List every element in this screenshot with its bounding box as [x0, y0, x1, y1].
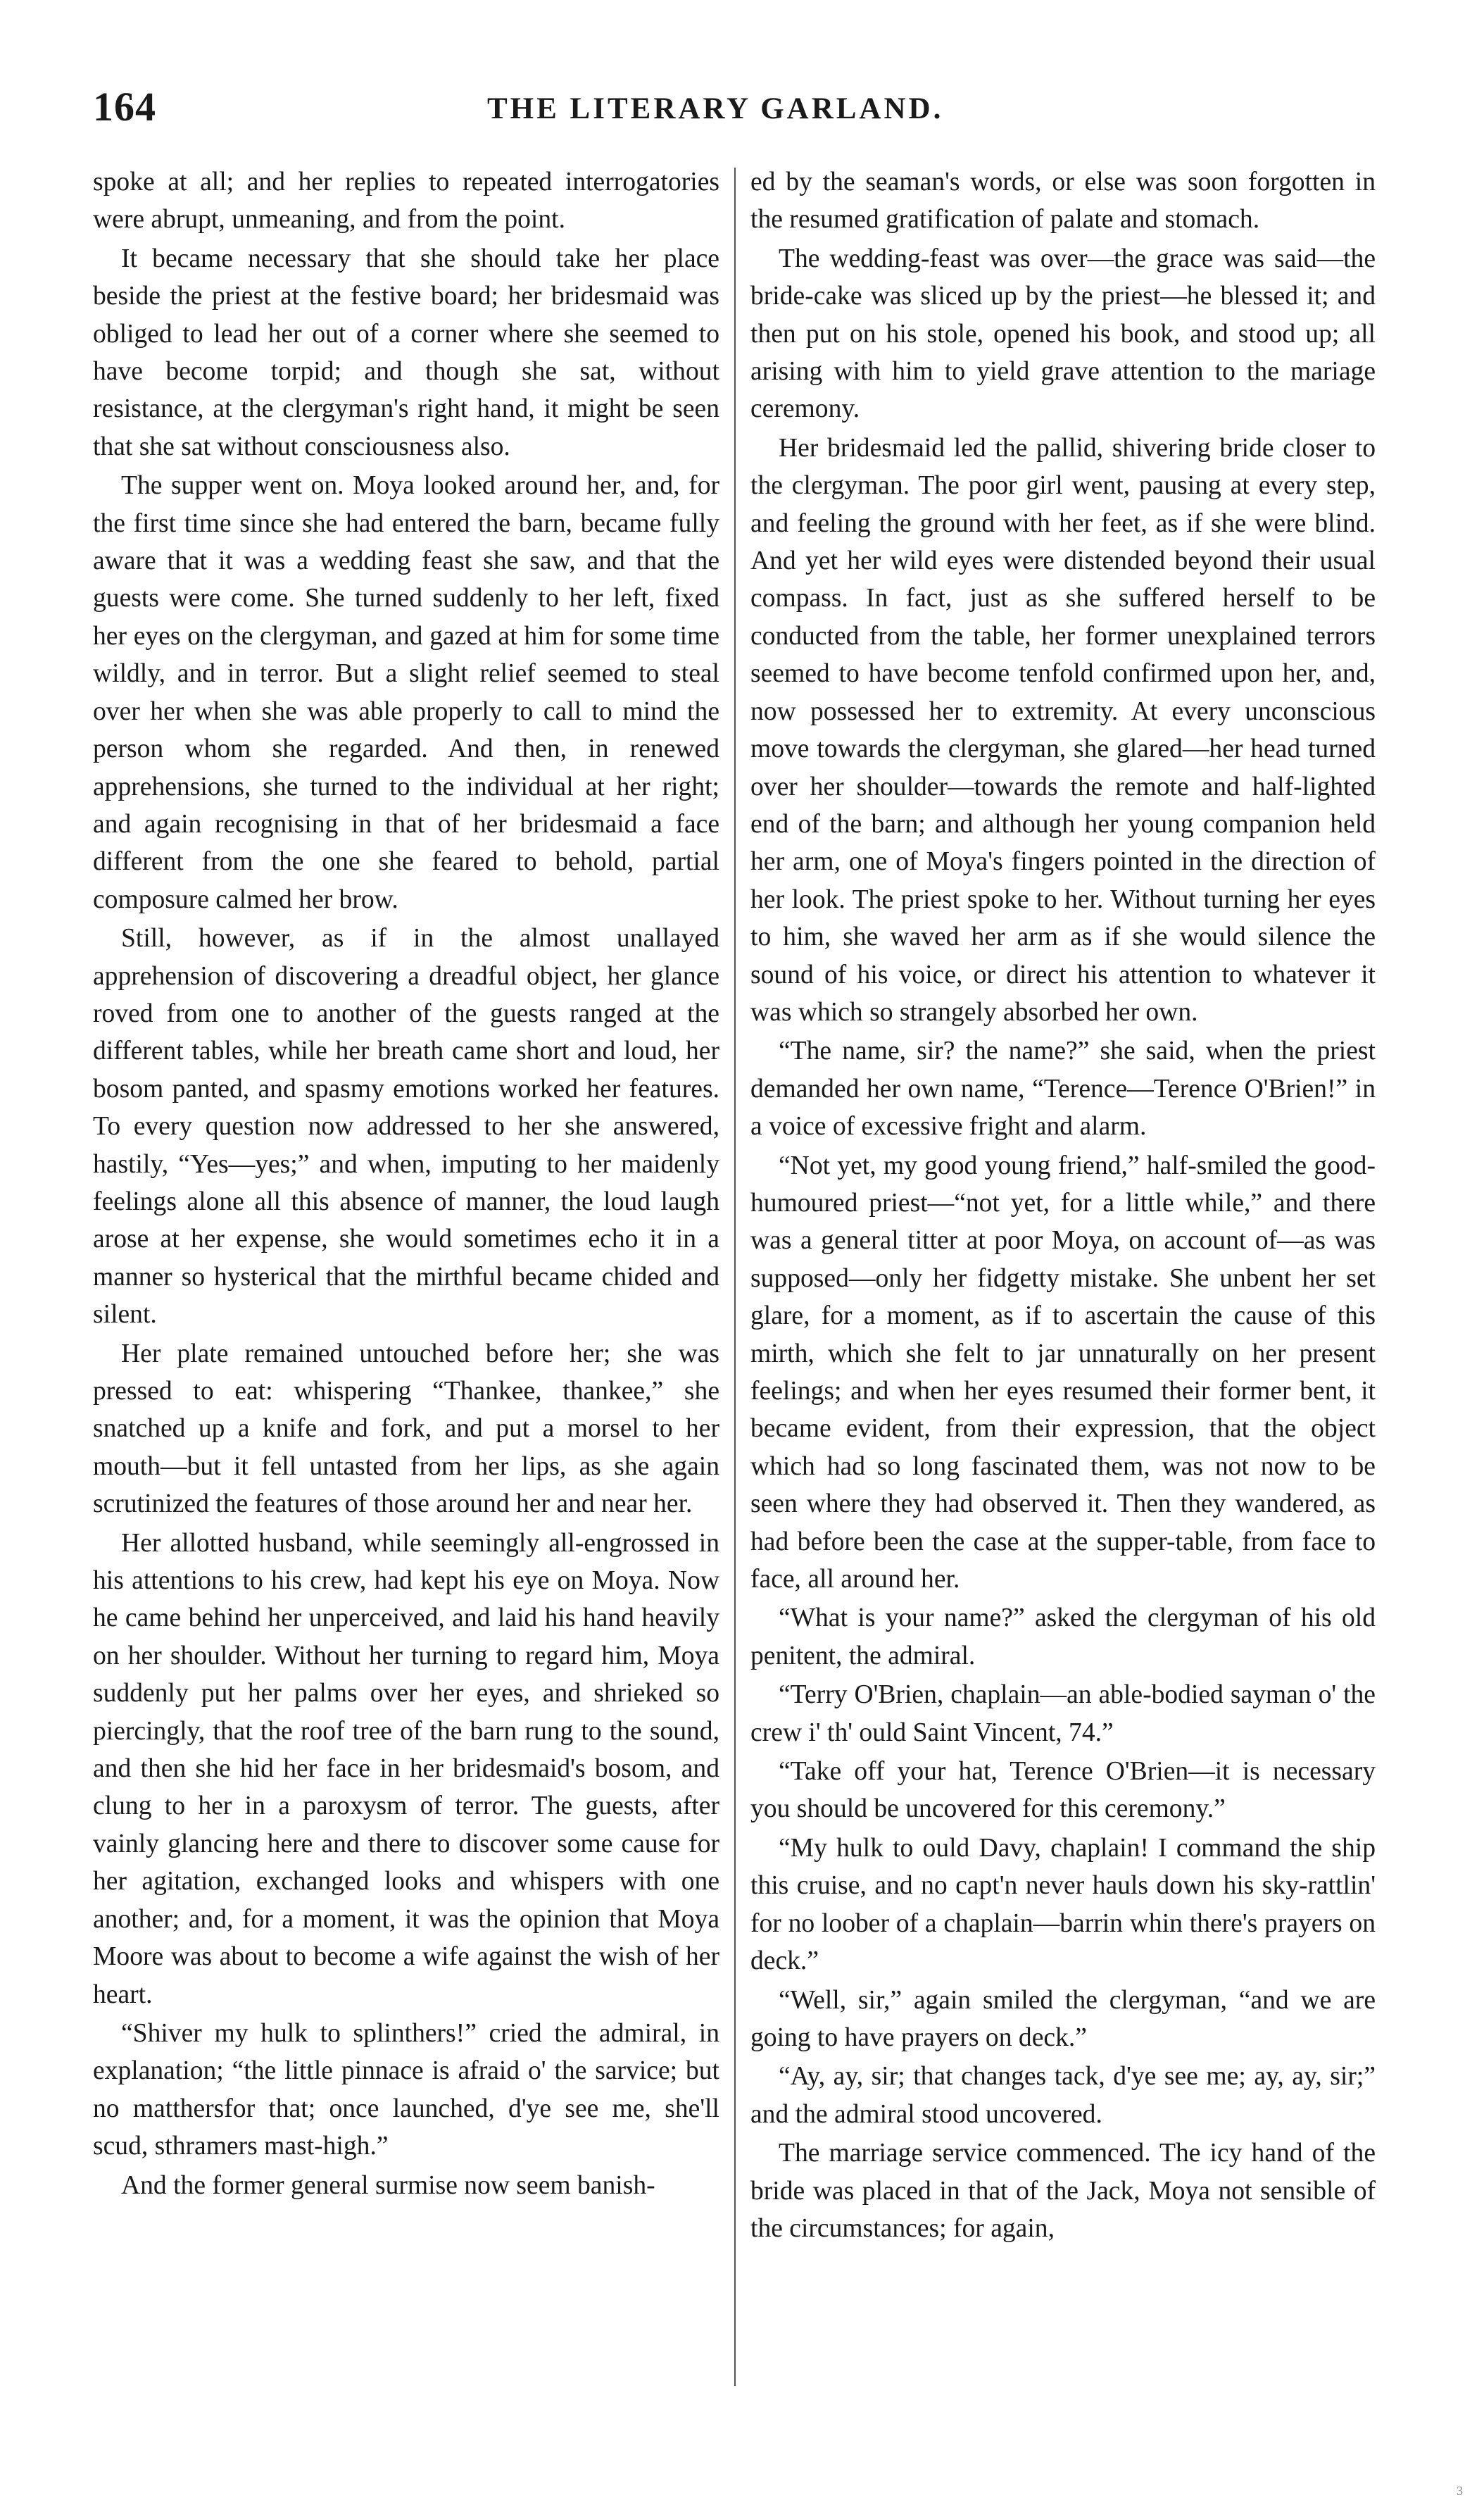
paragraph: Still, however, as if in the almost unallayed apprehension of discovering a dreadful object, her glance roved from one to another of the guests ranged at the different tables, while her breath came short and loud, her bosom panted, and spasmy emotions worked her features. To every question now addressed to her she answered, hastily, “Yes—yes;” and when, imputing to her maidenly feelings alone all this absence of manner, the loud laugh arose at her expense, she would sometimes echo it in a manner so hysterical that the mirthful became chided and silent.	[93, 924, 719, 1330]
running-title: THE LITERARY GARLAND.	[487, 92, 944, 125]
paragraph: “Not yet, my good young friend,” half-smiled the good-humoured priest—“not yet, for a little while,” and there was a general titter at poor Moya, on account of—as was supposed—only her fidgetty mistake. She unbent her set glare, for a moment, as if to ascertain the cause of this mirth, which she felt to jar unnaturally on her present feelings; and when her eyes resumed their former bent, it became evident, from their expression, that the object which had so long fascinated them, was not now to be seen where they had observed it. Then they wandered, as had before been the case at the supper-table, from face to face, all around her.	[750, 1151, 1376, 1594]
right-column	[750, 163, 1376, 2247]
page-header	[93, 83, 1360, 139]
paragraph: ed by the seaman's words, or else was soon forgotten in the resumed gratification of palate and stomach.	[750, 168, 1376, 235]
paragraph: Her allotted husband, while seemingly all-engrossed in his attentions to his crew, had kept his eye on Moya. Now he came behind her unperceived, and laid his hand heavily on her shoulder. Without her turning to regard him, Moya suddenly put her palms over her eyes, and shrieked so piercingly, that the roof tree of the barn rung to the sound, and then she hid her face in her bridesmaid's bosom, and clung to her in a paroxysm of terror. The guests, after vainly glancing here and there to discover some cause for her agitation, exchanged looks and whispers with one another; and, for a moment, it was the opinion that Moya Moore was about to become a wife against the wish of her heart.	[93, 1528, 719, 2009]
page-number: 164	[93, 84, 156, 130]
paragraph: “Well, sir,” again smiled the clergyman, “and we are going to have prayers on deck.”	[750, 1985, 1376, 2052]
paragraph: “Ay, ay, sir; that changes tack, d'ye see me; ay, ay, sir;” and the admiral stood uncovered.	[750, 2062, 1376, 2129]
paragraph: The supper went on. Moya looked around her, and, for the first time since she had entered the barn, became fully aware that it was a wedding feast she saw, and that the guests were come. She turned suddenly to her left, fixed her eyes on the clergyman, and gazed at him for some time wildly, and in terror. But a slight relief seemed to steal over her when she was able properly to call to mind the person whom she regarded. And then, in renewed apprehensions, she turned to the individual at her right; and again recognising in that of her bridesmaid a face different from the one she feared to behold, partial composure calmed her brow.	[93, 471, 719, 914]
paragraph: “Take off your hat, Terence O'Brien—it is necessary you should be uncovered for this ceremony.”	[750, 1757, 1376, 1824]
paragraph: “My hulk to ould Davy, chaplain! I command the ship this cruise, and no capt'n never hauls down his sky-rattlin' for no loober of a chaplain—barrin whin there's prayers on deck.”	[750, 1833, 1376, 1976]
paragraph: “What is your name?” asked the clergyman of his old penitent, the admiral.	[750, 1603, 1376, 1670]
paragraph: Her bridesmaid led the pallid, shivering bride closer to the clergyman. The poor girl went, pausing at every step, and feeling the ground with her feet, as if she were blind. And yet her wild eyes were distended beyond their usual compass. In fact, just as she suffered herself to be conducted from the table, her former unexplained terrors seemed to have become tenfold confirmed upon her, and, now possessed her to extremity. At every unconscious move towards the clergyman, she glared—her head turned over her shoulder—towards the remote and half-lighted end of the barn; and although her young companion held her arm, one of Moya's fingers pointed in the direction of her look. The priest spoke to her. Without turning her eyes to him, she waved her arm as if she would silence the sound of his voice, or direct his attention to whatever it was which so strangely absorbed her own.	[750, 433, 1376, 1027]
paragraph: And the former general surmise now seem banish-	[121, 2170, 655, 2200]
paragraph: spoke at all; and her replies to repeated interrogatories were abrupt, unmeaning, and from the point.	[93, 168, 719, 235]
paragraph: “Terry O'Brien, chaplain—an able-bodied sayman o' the crew i' th' ould Saint Vincent, 74.”	[750, 1680, 1376, 1747]
paragraph: “Shiver my hulk to splinthers!” cried the admiral, in explanation; “the little pinnace is afraid o' the sarvice; but no matthersfor that; once launched, d'ye see me, she'll scud, sthramers mast-high.”	[93, 2018, 719, 2161]
paragraph: The marriage service commenced. The icy hand of the bride was placed in that of the Jack, Moya not sensible of the circumstances; for again,	[750, 2139, 1376, 2243]
corner-mark: 3	[1457, 2484, 1463, 2498]
left-column	[93, 163, 719, 2204]
paragraph: It became necessary that she should take her place beside the priest at the festive board; her bridesmaid was obliged to lead her out of a corner where she seemed to have become torpid; and though she sat, without resistance, at the clergyman's right hand, it might be seen that she sat without consciousness also.	[93, 244, 719, 461]
column-divider	[734, 168, 736, 2386]
paragraph: Her plate remained untouched before her; she was pressed to eat: whispering “Thankee, thankee,” she snatched up a knife and fork, and put a morsel to her mouth—but it fell untasted from her lips, as she again scrutinized the features of those around her and near her.	[93, 1339, 719, 1519]
paragraph: The wedding-feast was over—the grace was said—the bride-cake was sliced up by the priest—he blessed it; and then put on his stole, opened his book, and stood up; all arising with him to yield grave attention to the mariage ceremony.	[750, 244, 1376, 424]
paragraph: “The name, sir? the name?” she said, when the priest demanded her own name, “Terence—Terence O'Brien!” in a voice of excessive fright and alarm.	[750, 1037, 1376, 1142]
